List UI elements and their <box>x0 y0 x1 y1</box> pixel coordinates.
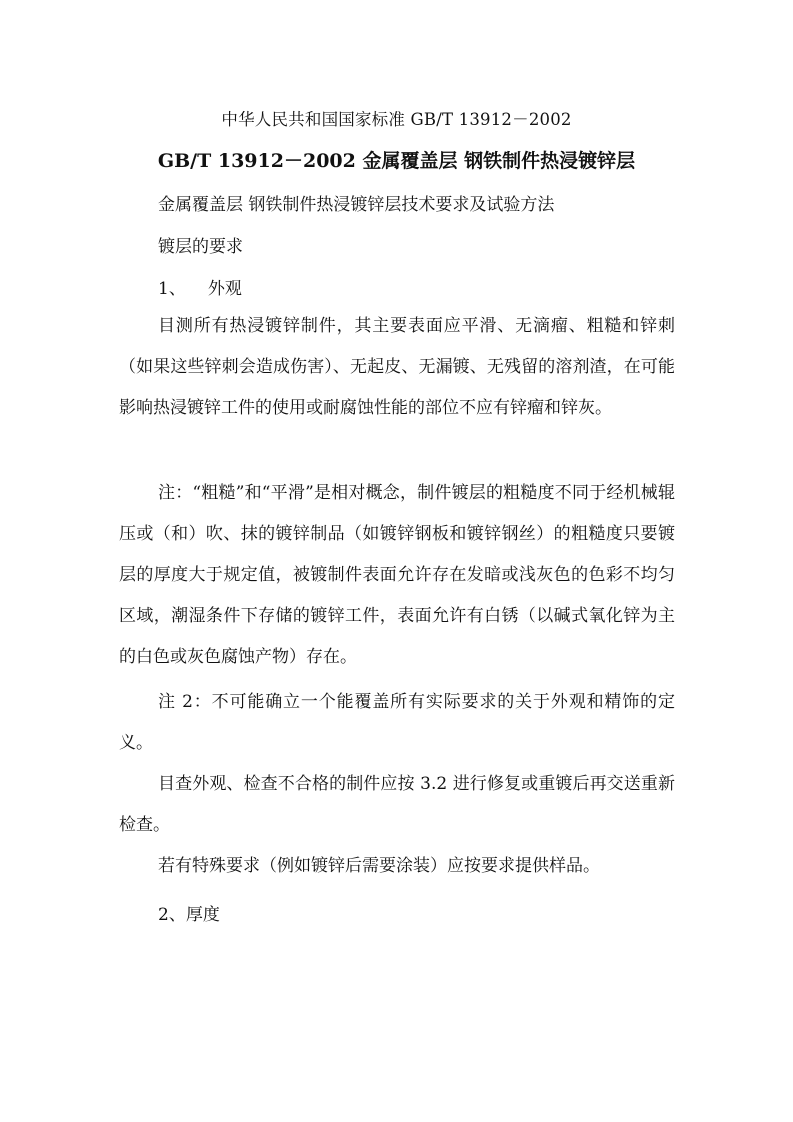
item-thickness: 2、厚度 <box>158 905 220 925</box>
paragraph-special-requirements: 若有特殊要求（例如镀锌后需要涂装）应按要求提供样品。 <box>158 856 600 876</box>
paragraph-reinspection: 目查外观、检查不合格的制件应按 3.2 进行修复或重镀后再交送重新检查。 <box>119 774 675 835</box>
document-title: GB/T 13912－2002 金属覆盖层 钢铁制件热浸镀锌层 <box>157 150 636 172</box>
paragraph-visual-inspection: 目测所有热浸镀锌制件，其主要表面应平滑、无滴瘤、粗糙和锌刺（如果这些锌刺会造成伤害）、无起皮、无漏镀、无残留的溶剂渣，在可能影响热浸镀锌工件的使用或耐腐蚀性能的部位不应有锌瘤和锌灰。 <box>119 316 675 418</box>
item-label: 外观 <box>207 279 242 299</box>
item-number: 1、 <box>158 279 186 299</box>
item-appearance <box>158 274 242 299</box>
standard-header: 中华人民共和国国家标准 GB/T 13912－2002 <box>221 110 572 129</box>
paragraph-note-roughness: 注：“粗糙”和“平滑”是相对概念，制件镀层的粗糙度不同于经机械辊压或（和）吹、抹的镀锌制品（如镀锌钢板和镀锌钢丝）的粗糙度只要镀层的厚度大于规定值，被镀制件表面允许存在发暗或浅灰色的色彩不均匀区域，潮湿条件下存储的镀锌工件，表面允许有白锈（以碱式氧化锌为主的白色或灰色腐蚀产物）存在。 <box>119 483 675 667</box>
document-subtitle: 金属覆盖层 钢铁制件热浸镀锌层技术要求及试验方法 <box>158 195 555 215</box>
section-heading: 镀层的要求 <box>158 237 243 257</box>
paragraph-note-2: 注 2：不可能确立一个能覆盖所有实际要求的关于外观和精饰的定义。 <box>119 692 675 753</box>
